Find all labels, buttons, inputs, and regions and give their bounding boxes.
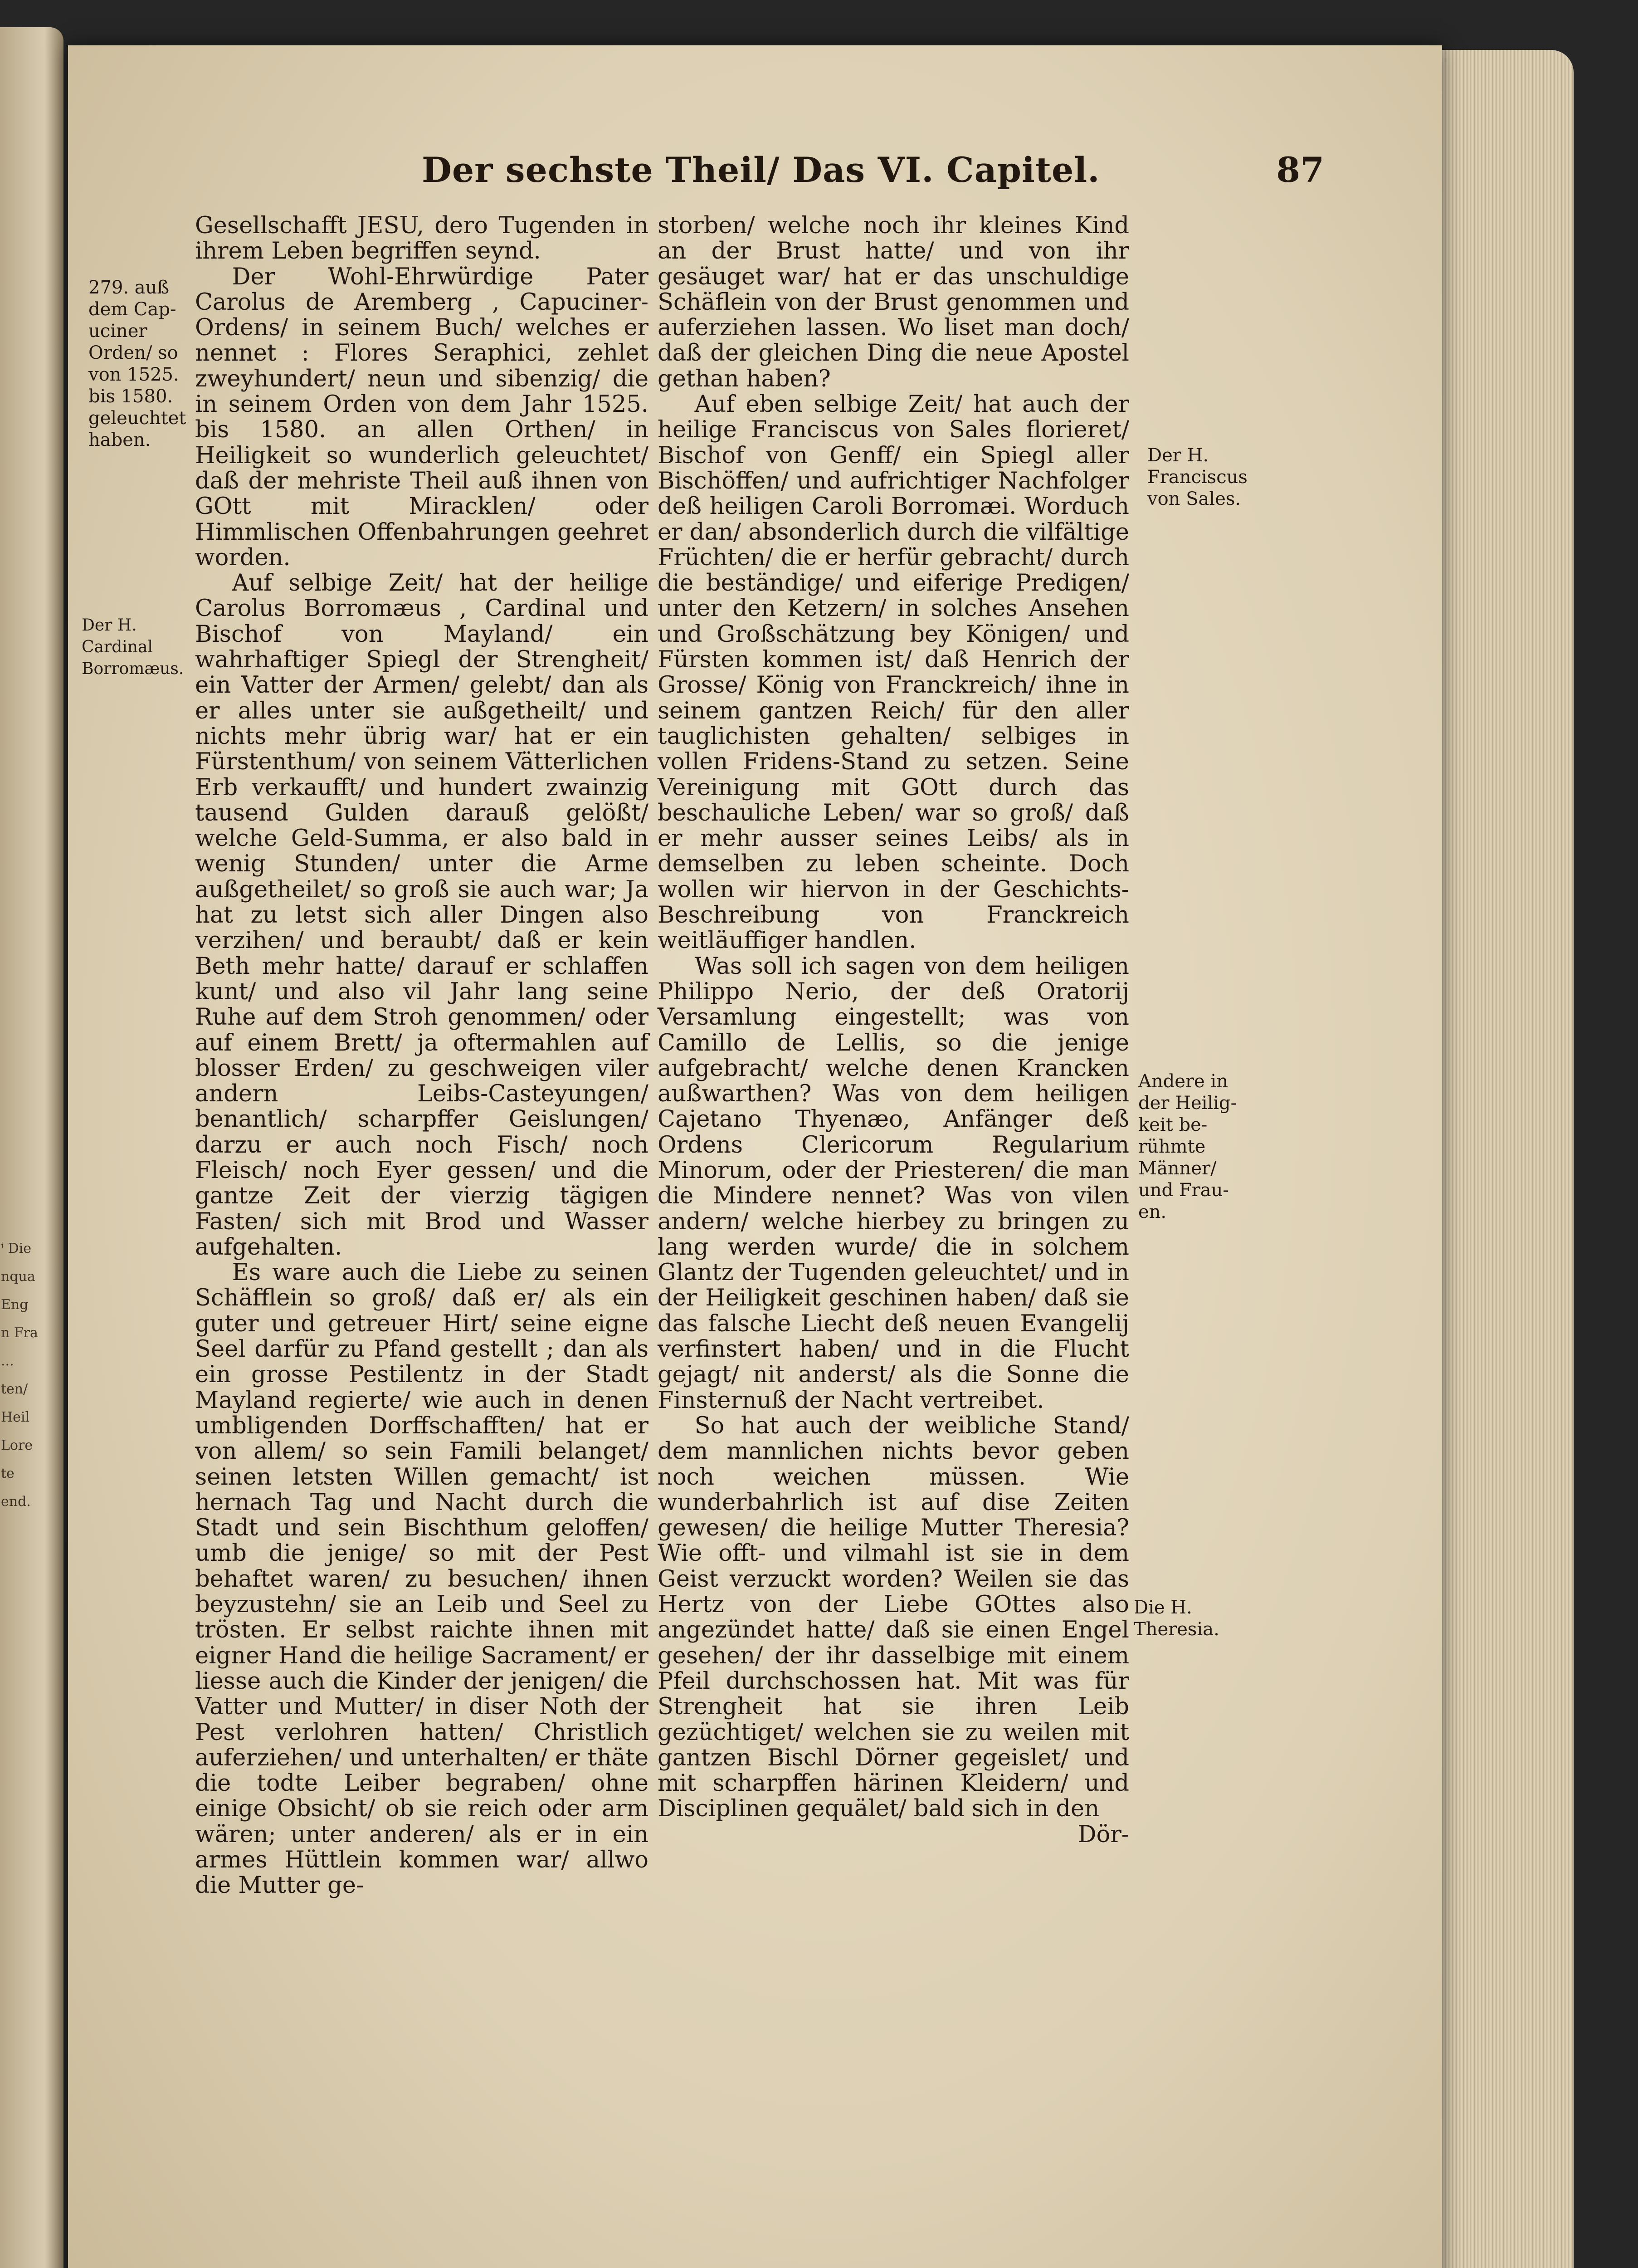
facing-page-line: ⁱ Die [1, 1241, 31, 1256]
paragraph: Auf selbige Zeit/ hat der heilige Carolus Borromæus , Cardinal und Bischof von Mayland/ ein wahrhaftiger Spiegl der Strengheit/ ein Vatter der Armen/ gelebt/ dan als er alles unter sie außgetheilt/ und nichts mehr übrig war/ hat er ein Fürstenthum/ von seinem Vätterlichen Erb verkaufft/ und hundert zwainzig tausend Gulden darauß gelößt/ welche Geld-Summa, er also bald in wenig Stunden/ unter die Arme außgetheilet/ so groß sie auch war; Ja hat zu letst sich aller Dingen also verzihen/ und beraubt/ daß er kein Beth mehr hatte/ darauf er schlaffen kunt/ und also vil Jahr lang seine Ruhe auf dem Stroh genommen/ oder auf einem Brett/ ja oftermahlen auf blosser Erden/ zu geschweigen viler andern Leibs-Casteyungen/ benantlich/ scharpffer Geislungen/ darzu er auch noch Fisch/ noch Fleisch/ noch Eyer gessen/ und die gantze Zeit der vierzig tägigen Fasten/ sich mit Brod und Wasser aufgehalten. [195, 570, 648, 1261]
facing-page-line: ... [1, 1353, 14, 1369]
paragraph: Auf eben selbige Zeit/ hat auch der heilige Franciscus von Sales florieret/ Bischof von Genff/ ein Spiegl aller Bischöffen/ und aufrichtiger Nachfolger deß heiligen Caroli Borromæi. Worduch er dan/ absonderlich durch die vilfältige Früchten/ die er herfür gebracht/ durch die beständige/ und eiferige Predigen/ unter den Ketzern/ in solches Ansehen und Großschätzung bey Königen/ und Fürsten kommen ist/ daß Henrich der Grosse/ König von Franckreich/ ihne in seinem gantzen Reich/ für den aller tauglichisten gehalten/ selbiges in vollen Fridens-Stand zu setzen. Seine Vereinigung mit GOtt durch das beschauliche Leben/ war so groß/ daß er mehr ausser seines Leibs/ als in demselben zu leben scheinte. Doch wollen wir hiervon in der Geschichts-Beschreibung von Franckreich weitläuffiger handlen. [658, 391, 1129, 954]
paragraph: storben/ welche noch ihr kleines Kind an der Brust hatte/ und von ihr gesäuget war/ hat er das unschuldige Schäflein von der Brust genommen und auferziehen lassen. Wo liset man doch/ daß der gleichen Ding die neue Apostel gethan haben? [658, 212, 1129, 392]
facing-page-line: Eng [1, 1297, 29, 1313]
facing-page-line: Lore [1, 1437, 33, 1453]
header-title: Der sechste Theil/ Das VI. Capitel. [422, 150, 1100, 190]
running-header [363, 150, 1324, 204]
paragraph: Gesellschafft JESU, dero Tugenden in ihrem Leben begriffen seynd. [195, 212, 648, 265]
paragraph: So hat auch der weibliche Stand/ dem mannlichen nichts bevor geben noch weichen müssen. Wie wunderbahrlich ist auf dise Zeiten gewesen/ die heilige Mutter Theresia? Wie offt- und vilmahl ist sie in dem Geist verzuckt worden? Weilen sie das Hertz von der Liebe GOttes also angezündet hatte/ daß sie einen Engel gesehen/ der ihr dasselbige mit einem Pfeil durchschossen hat. Mit was für Strengheit hat sie ihren Leib gezüchtiget/ welchen sie zu weilen mit gantzen Bischl Dörner gegeislet/ und mit scharpffen härinen Kleidern/ und Disciplinen gequälet/ bald sich in den [658, 1412, 1129, 1823]
paragraph: Der Wohl-Ehrwürdige Pater Carolus de Aremberg , Capuciner-Ordens/ in seinem Buch/ welches er nennet : Flores Seraphici, zehlet zweyhundert/ neun und sibenzig/ die in seinem Orden von dem Jahr 1525. bis 1580. an allen Orthen/ in Heiligkeit so wunderlich geleuchtet/ daß der mehriste Theil auß ihnen von GOtt mit Miracklen/ oder Himmlischen Offenbahrungen geehret worden. [195, 263, 648, 571]
margin-note-theresia: Die H. Theresia. [1134, 1597, 1219, 1640]
facing-page-line: te [1, 1466, 15, 1481]
paragraph: Es ware auch die Liebe zu seinen Schäfflein so groß/ daß er/ als ein guter und getreuer Hirt/ seine eigne Seel darfür zu Pfand gestellt ; dan als ein grosse Pestilentz in der Stadt Mayland regierte/ wie auch in denen umbligenden Dorffschafften/ hat er von allem/ so sein Famili belanget/ seinen letsten Willen gemacht/ ist hernach Tag und Nacht durch die Stadt und sein Bischthum geloffen/ umb die jenige/ so mit der Pest behaftet waren/ zu besuchen/ ihnen beyzustehn/ sie an Leib und Seel zu trösten. Er selbst raichte ihnen mit eigner Hand die heilige Sacrament/ er liesse auch die Kinder der jenigen/ die Vatter und Mutter/ in diser Noth der Pest verlohren hatten/ Christlich auferziehen/ und unterhalten/ er thäte die todte Leiber begraben/ ohne einige Obsicht/ ob sie reich oder arm wären; unter anderen/ als er in ein armes Hüttlein kommen war/ allwo die Mutter ge- [195, 1259, 648, 1899]
facing-page-line: Heil [1, 1409, 30, 1425]
margin-note-borromaeus: Der H. Cardinal Borromæus. [82, 616, 184, 678]
margin-note-capuchin: 279. auß dem Cap- uciner Orden/ so von 1525. bis 1580. geleuchtet haben. [88, 277, 186, 450]
page-number: 87 [1276, 150, 1324, 190]
facing-page-edge [0, 27, 63, 2268]
catchword: Dör- [1077, 1821, 1129, 1848]
facing-page-text [1, 1207, 46, 1516]
facing-page-line: n Fra [1, 1325, 38, 1341]
paragraph: Was soll ich sagen von dem heiligen Philippo Nerio, der deß Oratorij Versamlung eingestellt; was von Camillo de Lellis, so die jenige aufgebracht/ welche denen Krancken außwarthen? Was von dem heiligen Cajetano Thyenæo, Anfänger deß Ordens Clericorum Regularium Minorum, oder der Priesteren/ die man die Mindere nennet? Was von vilen andern/ welche hierbey zu bringen zu lang werden wurde/ die in solchem Glantz der Tugenden geleuchtet/ und in der Heiligkeit geschinen haben/ daß sie das falsche Liecht deß neuen Evangelij verfinstert haben/ und in die Flucht gejagt/ nit anderst/ als die Sonne die Finsternuß der Nacht vertreibet. [658, 953, 1129, 1414]
facing-page-line: ten/ [1, 1381, 28, 1397]
text-column-left [195, 213, 648, 1899]
facing-page-line: end. [1, 1494, 31, 1510]
margin-note-other-saints: Andere in der Heilig- keit be- rühmte Männer/ und Frau- en. [1138, 1071, 1237, 1222]
text-column-right [658, 213, 1129, 1848]
facing-page-line: nqua [1, 1269, 35, 1285]
margin-note-francis-de-sales: Der H. Franciscus von Sales. [1147, 445, 1248, 509]
book-fore-edge [1442, 50, 1574, 2268]
